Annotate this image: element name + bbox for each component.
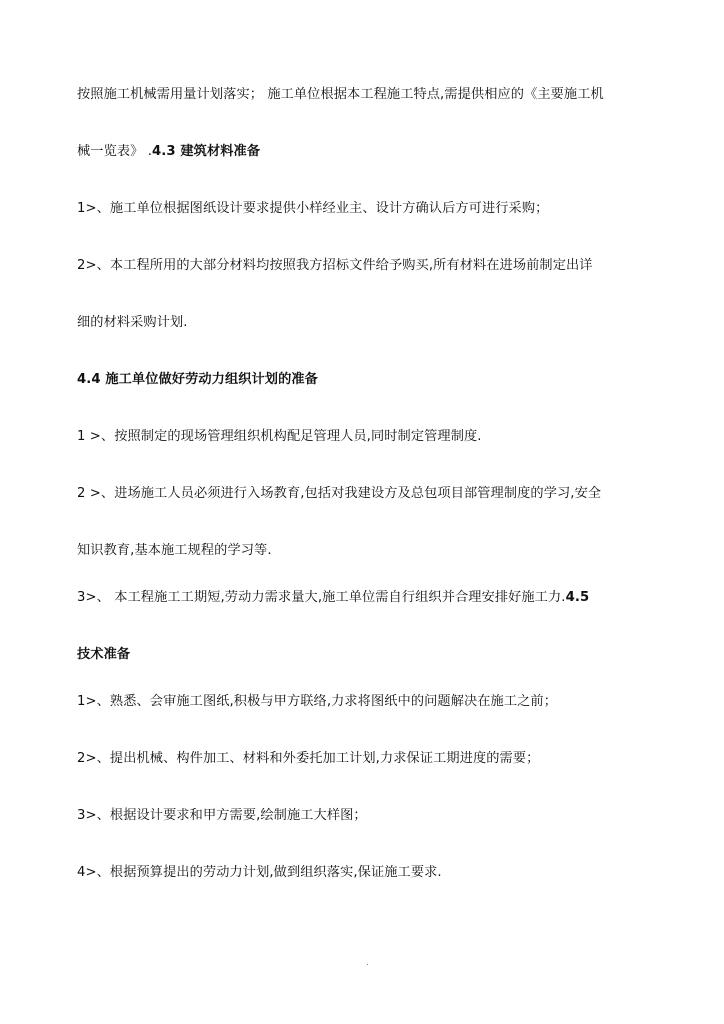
text: 械一览表》 . (77, 144, 153, 159)
paragraph-line (77, 807, 677, 825)
text: 3>、 本工程施工工期短,劳动力需求量大,施工单位需自行组织并合理安排好施工力. (77, 590, 566, 605)
paragraph-line (77, 542, 677, 560)
paragraph-line (77, 200, 677, 218)
text: 1>、施工单位根据图纸设计要求提供小样经业主、设计方确认后方可进行采购； (77, 201, 549, 216)
text: 2>、本工程所用的大部分材料均按照我方招标文件给予购买,所有材料在进场前制定出详 (77, 258, 593, 273)
section-heading-4-3: 4.3 建筑材料准备 (152, 144, 261, 159)
text: 4.4 施工单位做好劳动力组织计划的准备 (77, 372, 318, 387)
paragraph-line (77, 485, 677, 503)
text: 3>、根据设计要求和甲方需要,绘制施工大样图； (77, 808, 367, 823)
text: 按照施工机械需用量计划落实； 施工单位根据本工程施工特点,需提供相应的《主要施工机 (77, 87, 604, 102)
paragraph-line (77, 143, 677, 161)
text: 细的材料采购计划. (77, 315, 188, 330)
section-number-4-5: 4.5 (565, 590, 590, 605)
footer-mark: . (366, 958, 369, 968)
text: 2>、提出机械、构件加工、材料和外委托加工计划,力求保证工期进度的需要； (77, 751, 540, 766)
paragraph-line (77, 589, 677, 607)
text: 2 >、进场施工人员必须进行入场教育,包括对我建设方及总包项目部管理制度的学习,安全 (77, 486, 602, 501)
text: 1>、熟悉、会审施工图纸,积极与甲方联络,力求将图纸中的问题解决在施工之前； (77, 694, 557, 709)
text: 1 >、按照制定的现场管理组织机构配足管理人员,同时制定管理制度. (77, 429, 482, 444)
section-heading-4-4 (77, 371, 677, 389)
paragraph-line (77, 428, 677, 446)
paragraph-line (77, 750, 677, 768)
paragraph-line (77, 86, 677, 104)
paragraph-line (77, 693, 677, 711)
paragraph-line (77, 314, 677, 332)
text: 知识教育,基本施工规程的学习等. (77, 543, 272, 558)
paragraph-line (77, 257, 677, 275)
text: 技术准备 (77, 647, 131, 662)
paragraph-line (77, 864, 677, 882)
section-heading-4-5 (77, 646, 677, 664)
text: 4>、根据预算提出的劳动力计划,做到组织落实,保证施工要求. (77, 865, 442, 880)
